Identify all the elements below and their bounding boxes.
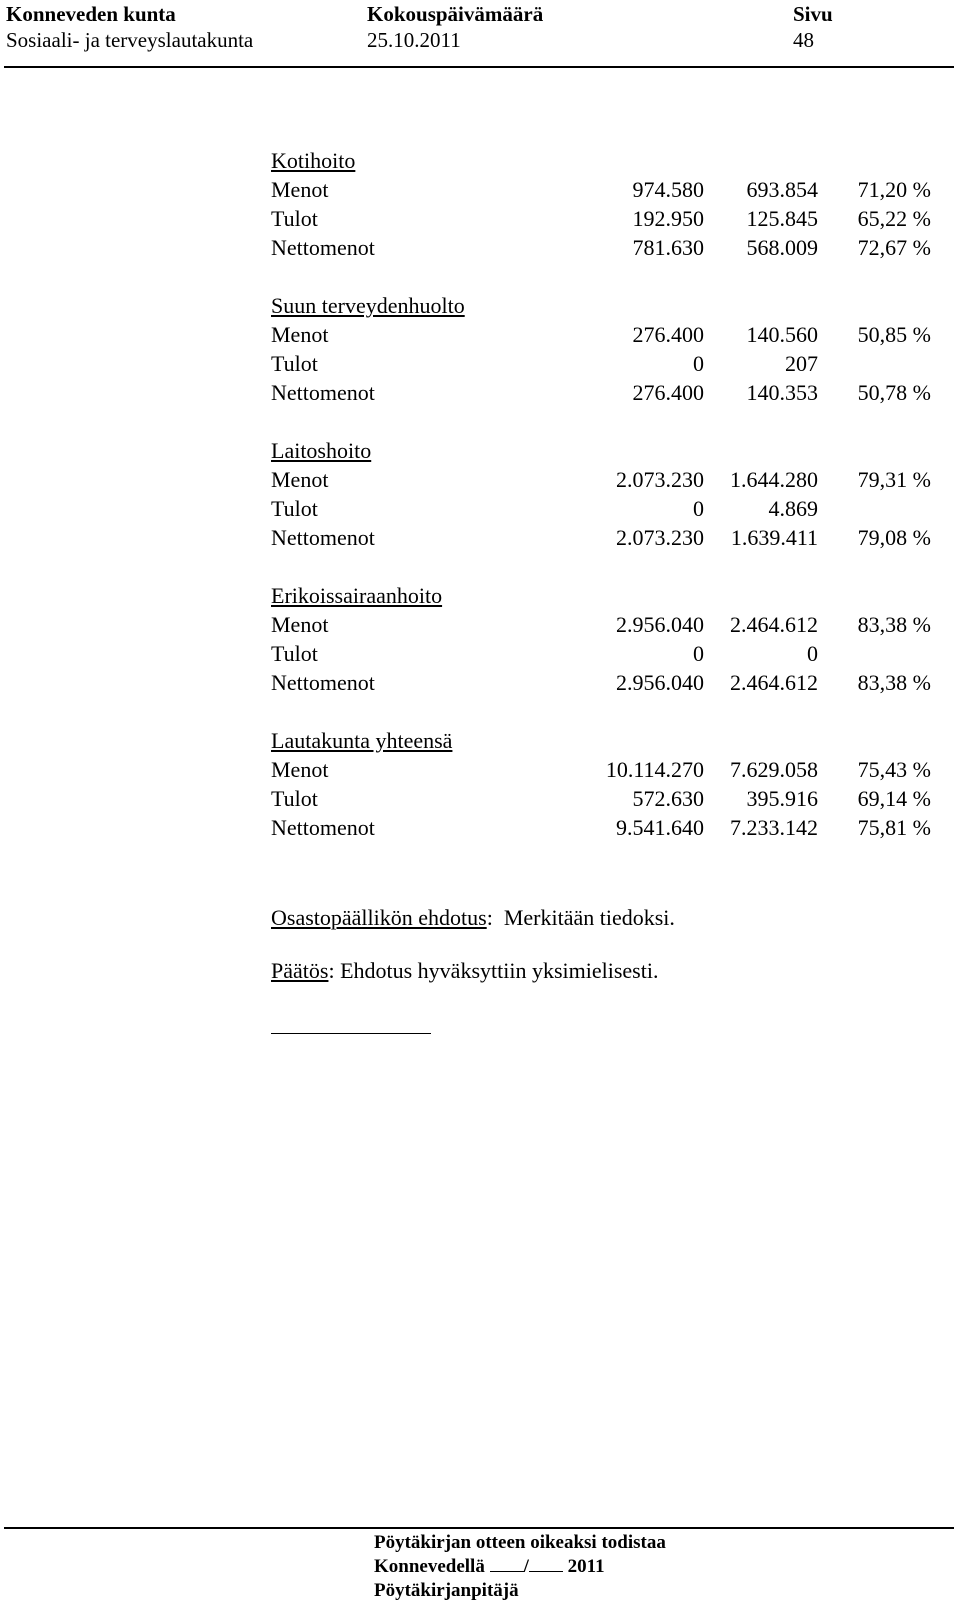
row-label: Menot — [271, 467, 329, 492]
actual-value: 693.854 — [746, 177, 818, 202]
utilization-percent: 71,20 % — [857, 177, 931, 202]
utilization-percent: 79,31 % — [857, 467, 931, 492]
budget-value: 2.073.230 — [616, 525, 704, 550]
month-blank — [529, 1555, 563, 1572]
actual-value: 125.845 — [746, 206, 818, 231]
row-label: Menot — [271, 612, 329, 637]
budget-value: 2.073.230 — [616, 467, 704, 492]
budget-section — [271, 436, 931, 552]
utilization-percent: 83,38 % — [857, 670, 931, 695]
budget-value: 276.400 — [632, 380, 704, 405]
budget-row — [271, 523, 931, 552]
section-title: Lautakunta yhteensä — [271, 728, 453, 753]
budget-section — [271, 726, 931, 842]
budget-sections — [271, 146, 931, 871]
decision-text: : Ehdotus hyväksyttiin yksimielisesti. — [328, 958, 659, 983]
actual-value: 1.644.280 — [730, 467, 818, 492]
budget-row — [271, 204, 931, 233]
budget-row — [271, 639, 931, 668]
row-label: Nettomenot — [271, 525, 375, 550]
actual-value: 1.639.411 — [730, 525, 818, 550]
budget-value: 2.956.040 — [616, 670, 704, 695]
section-title: Laitoshoito — [271, 438, 372, 463]
budget-row — [271, 755, 931, 784]
actual-value: 0 — [807, 641, 818, 666]
budget-row — [271, 784, 931, 813]
decision-label: Päätös — [271, 958, 329, 983]
budget-value: 2.956.040 — [616, 612, 704, 637]
page-header — [6, 0, 956, 66]
budget-row — [271, 349, 931, 378]
utilization-percent: 72,67 % — [857, 235, 931, 260]
page-label: Sivu — [793, 2, 833, 26]
row-label: Tulot — [271, 641, 318, 666]
footer-certification: Pöytäkirjan otteen oikeaksi todistaa — [374, 1532, 666, 1553]
actual-value: 395.916 — [746, 786, 818, 811]
budget-value: 192.950 — [632, 206, 704, 231]
row-label: Menot — [271, 177, 329, 202]
budget-value: 974.580 — [632, 177, 704, 202]
proposal-label: Osastopäällikön ehdotus — [271, 905, 487, 930]
budget-value: 9.541.640 — [616, 815, 704, 840]
utilization-percent: 79,08 % — [857, 525, 931, 550]
utilization-percent: 50,78 % — [857, 380, 931, 405]
utilization-percent: 83,38 % — [857, 612, 931, 637]
budget-value: 276.400 — [632, 322, 704, 347]
section-title: Kotihoito — [271, 148, 356, 173]
actual-value: 7.233.142 — [730, 815, 818, 840]
budget-value: 781.630 — [632, 235, 704, 260]
day-blank — [490, 1555, 524, 1572]
proposal-text: Merkitään tiedoksi. — [503, 905, 675, 930]
utilization-percent: 50,85 % — [857, 322, 931, 347]
actual-value: 2.464.612 — [730, 612, 818, 637]
budget-row — [271, 494, 931, 523]
proposal-separator: : — [486, 905, 493, 930]
footer-place: Konnevedellä — [374, 1556, 485, 1577]
org-name: Konneveden kunta — [6, 2, 176, 26]
row-label: Menot — [271, 322, 329, 347]
utilization-percent: 75,43 % — [857, 757, 931, 782]
row-label: Tulot — [271, 786, 318, 811]
footer-slash: / — [523, 1556, 529, 1577]
budget-value: 572.630 — [632, 786, 704, 811]
budget-row — [271, 610, 931, 639]
section-title: Erikoissairaanhoito — [271, 583, 443, 608]
row-label: Nettomenot — [271, 815, 375, 840]
budget-value: 0 — [693, 496, 704, 521]
budget-row — [271, 233, 931, 262]
budget-section — [271, 146, 931, 262]
row-label: Menot — [271, 757, 329, 782]
footer-secretary: Pöytäkirjanpitäjä — [374, 1580, 519, 1601]
decision — [271, 956, 658, 986]
footer-divider — [4, 1527, 954, 1529]
actual-value: 7.629.058 — [730, 757, 818, 782]
proposal — [271, 903, 675, 933]
page-footer — [374, 1531, 666, 1603]
budget-value: 0 — [693, 351, 704, 376]
page-number: 48 — [793, 28, 814, 52]
budget-section — [271, 581, 931, 697]
end-divider — [271, 1033, 431, 1034]
actual-value: 207 — [785, 351, 818, 376]
budget-section — [271, 291, 931, 407]
budget-row — [271, 668, 931, 697]
footer-place-date — [374, 1555, 666, 1579]
budget-row — [271, 378, 931, 407]
meeting-date: 25.10.2011 — [367, 28, 461, 52]
row-label: Tulot — [271, 496, 318, 521]
budget-value: 0 — [693, 641, 704, 666]
budget-row — [271, 320, 931, 349]
header-divider — [4, 66, 954, 68]
budget-row — [271, 465, 931, 494]
utilization-percent: 69,14 % — [857, 786, 931, 811]
section-title: Suun terveydenhuolto — [271, 293, 465, 318]
row-label: Nettomenot — [271, 380, 375, 405]
row-label: Tulot — [271, 206, 318, 231]
budget-row — [271, 175, 931, 204]
budget-value: 10.114.270 — [605, 757, 704, 782]
utilization-percent: 65,22 % — [857, 206, 931, 231]
utilization-percent: 75,81 % — [857, 815, 931, 840]
meeting-date-label: Kokouspäivämäärä — [367, 2, 544, 26]
actual-value: 140.353 — [746, 380, 818, 405]
row-label: Nettomenot — [271, 670, 375, 695]
row-label: Nettomenot — [271, 235, 375, 260]
row-label: Tulot — [271, 351, 318, 376]
actual-value: 2.464.612 — [730, 670, 818, 695]
actual-value: 140.560 — [746, 322, 818, 347]
committee-name: Sosiaali- ja terveyslautakunta — [6, 28, 254, 52]
actual-value: 568.009 — [746, 235, 818, 260]
footer-year: 2011 — [567, 1556, 605, 1577]
budget-row — [271, 813, 931, 842]
actual-value: 4.869 — [768, 496, 818, 521]
